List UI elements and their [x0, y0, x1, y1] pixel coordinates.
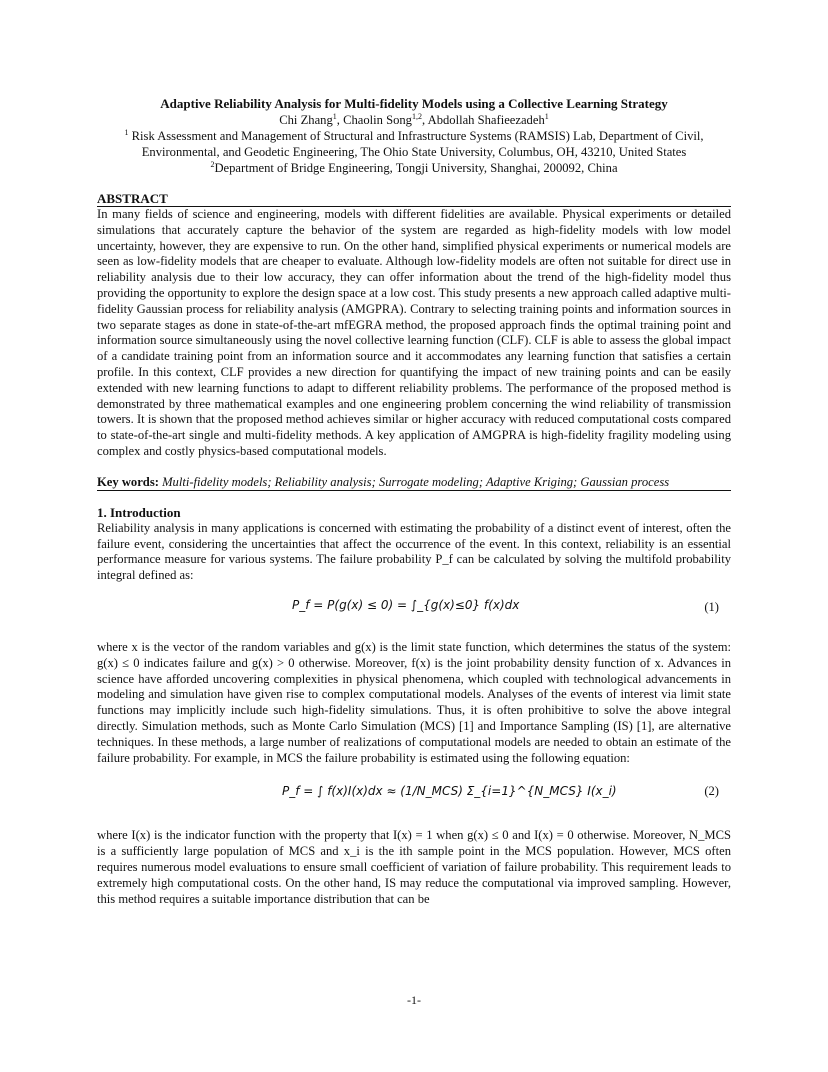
author-2: Chaolin Song — [343, 113, 412, 127]
affiliation-1-line-a — [97, 128, 731, 144]
author-1-sup: 1 — [332, 112, 337, 121]
equation-1-number: (1) — [704, 599, 719, 614]
introduction-paragraph-3: where I(x) is the indicator function with the property that I(x) = 1 when g(x) ≤ 0 and I(x) = 0 otherwise. Moreover, N_MCS is a sufficiently large population of MCS and x_i is the ith sample point in the MCS population. However, MCS often requires numerous model evaluations to ensure small coefficient of variation of failure probability. This requirement leads to extremely high computational costs. On the other hand, IS may reduce the computational via improved sampling. However, this method requires a suitable importance distribution that can be — [97, 828, 731, 906]
affiliation-1-sup: 1 — [124, 128, 129, 137]
paper-title: Adaptive Reliability Analysis for Multi-fidelity Models using a Collective Learning Strategy — [160, 96, 668, 111]
affiliation-2-sup: 2 — [210, 160, 215, 169]
author-3: Abdollah Shafieezadeh — [427, 113, 545, 127]
equation-2-number: (2) — [704, 784, 719, 799]
author-2-sup: 1,2 — [411, 112, 422, 121]
equation-2-body: P_f = ∫ f(x)I(x)dx ≈ (1/N_MCS) Σ_{i=1}^{N_MCS} I(x_i) — [282, 784, 617, 799]
equation-2 — [97, 766, 731, 828]
keywords-line: Key words: Multi-fidelity models; Reliability analysis; Surrogate modeling; Adaptive Kriging; Gaussian process — [97, 474, 670, 489]
keywords-bottom-rule — [97, 490, 731, 491]
keywords-text: Multi-fidelity models; Reliability analysis; Surrogate modeling; Adaptive Kriging; Gaussian process — [162, 474, 670, 489]
affiliation-2-line — [97, 160, 731, 176]
author-line: Chi Zhang$^1$, Chaolin Song$^{1,2}$, Abdollah Shafieezadeh$^1$ — [279, 112, 549, 127]
introduction-paragraph-2: where x is the vector of the random variables and g(x) is the limit state function, which determines the status of the system: g(x) ≤ 0 indicates failure and g(x) > 0 otherwise. Moreover, f(x) is the joint probability density function of x. Advances in science have afforded uncovering complexities in physical phenomena, which coupled with technological advancements in modeling and simulation have given rise to complex computational models. Analyses of the events of interest via limit state functions may implicitly include such high-fidelity simulations. Thus, it is often prohibitive to solve the above integral directly. Simulation methods, such as Monte Carlo Simulation (MCS) [1] and Importance Sampling (IS) [1], are alternative techniques. In these methods, a large number of realizations of computational models are needed to obtain an estimate of the failure probability. For example, in MCS the failure probability is estimated using the following equation: — [97, 639, 731, 765]
author-3-sup: 1 — [544, 112, 549, 121]
introduction-paragraph-1: Reliability analysis in many applications is concerned with estimating the probability of a distinct event of interest, often the failure event, considering the uncertainties that affect the occurrence of the event. In this context, reliability is an essential performance measure for various systems. The failure probability P_f can be calculated by solving the multifold probability integral defined as: — [97, 520, 731, 583]
paper-page — [97, 96, 731, 907]
page-number: -1- — [407, 993, 421, 1007]
affiliation-1-line-b: Environmental, and Geodetic Engineering, The Ohio State University, Columbus, OH, 43210, United States — [141, 145, 687, 159]
abstract-heading: ABSTRACT — [97, 191, 168, 206]
author-1: Chi Zhang — [279, 113, 333, 127]
equation-1 — [97, 584, 731, 640]
affiliation-1-text-a: Risk Assessment and Management of Structural and Infrastructure Systems (RAMSIS) Lab, Department of Civil, — [131, 129, 704, 143]
keywords-label: Key words — [97, 474, 155, 489]
affiliation-2-text: Department of Bridge Engineering, Tongji University, Shanghai, 200092, China — [214, 161, 618, 175]
equation-1-body: P_f = P(g(x) ≤ 0) = ∫_{g(x)≤0} f(x)dx — [292, 597, 520, 612]
introduction-heading: 1. Introduction — [97, 504, 181, 520]
abstract-text: In many fields of science and engineering, models with different fidelities are available. Physical experiments or detailed simulations that accurately capture the behavior of the system are regarded as high-fidelity models with low model uncertainty, however, they are expensive to run. On the other hand, simplified physical experiments or numerical models are seen as low-fidelity models that are cheaper to evaluate. Although low-fidelity models are often not suitable for direct use in reliability analysis due to their low accuracy, they can offer information about the trend of the high-fidelity model thus providing the opportunity to explore the design space at a low cost. This study presents a new approach called adaptive multi-fidelity Gaussian process for reliability analysis (AMGPRA). Contrary to selecting training points and information sources in two separate stages as done in state-of-the-art mfEGRA method, the proposed approach finds the optimal training point and information source simultaneously using the novel collective learning function (CLF). CLF is able to assess the global impact of a candidate training point from an information source and it accommodates any learning function that satisfies a certain profile. In this context, CLF provides a new direction for quantifying the impact of new training points and can be easily extended with new learning functions to adapt to different reliability problems. The performance of the proposed method is demonstrated by three mathematical examples and one engineering problem concerning the wind reliability of transmission towers. It is shown that the proposed method achieves similar or higher accuracy with reduced computational costs compared to state-of-the-art single and multi-fidelity methods. A key application of AMGPRA is high-fidelity fragility modeling using complex and costly physics-based computational models. — [97, 207, 731, 458]
